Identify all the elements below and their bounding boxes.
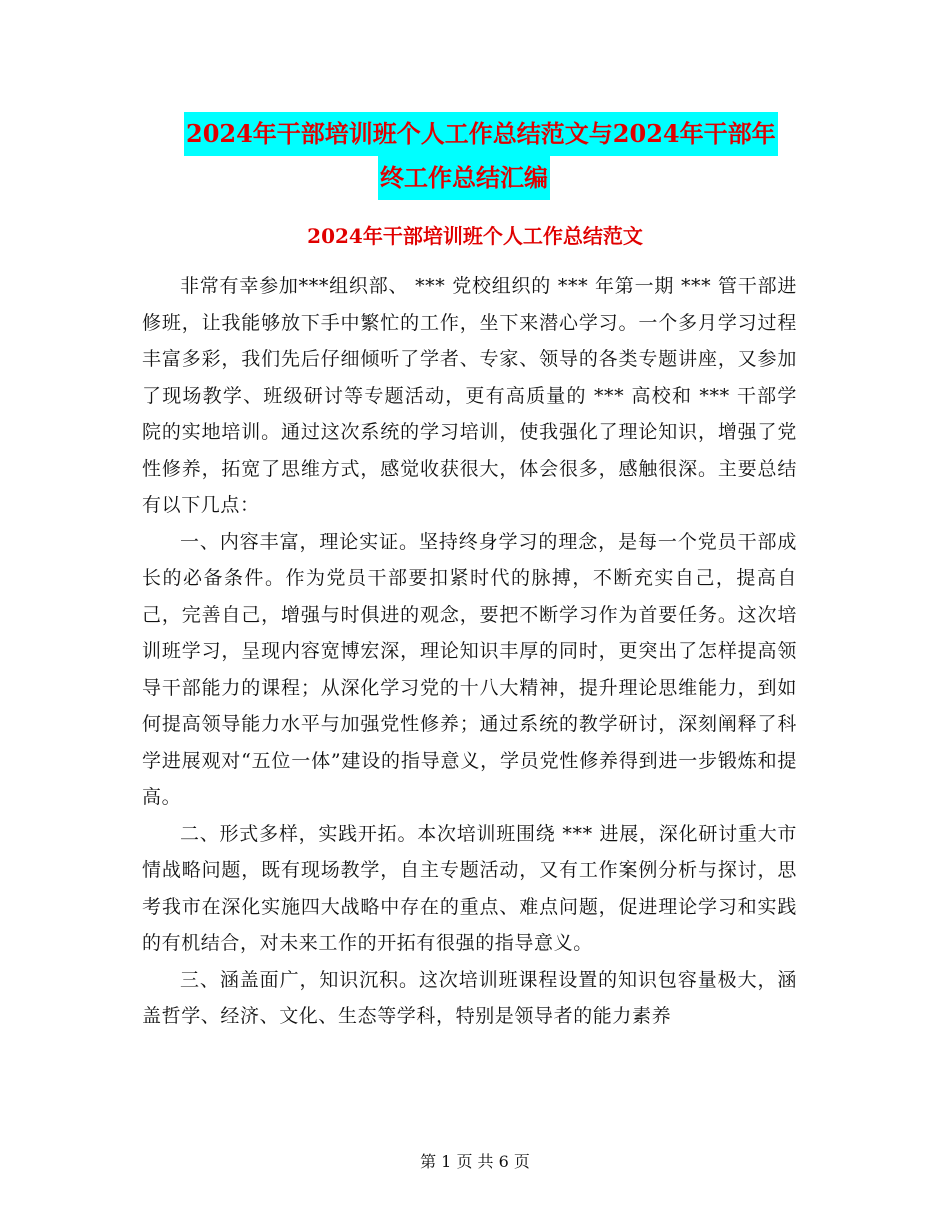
section-title: 2024年干部培训班个人工作总结范文 xyxy=(307,224,643,248)
page-footer: 第 1 页 共 6 页 xyxy=(420,1152,530,1171)
body-text xyxy=(142,268,797,1035)
paragraph-point-1: 一、内容丰富，理论实证。坚持终身学习的理念，是每一个党员干部成长的必备条件。作为党员干部要扣紧时代的脉搏，不断充实自己，提高自己，完善自己，增强与时俱进的观念，要把不断学习作为首要任务。这次培训班学习，呈现内容宽博宏深，理论知识丰厚的同时，更突出了怎样提高领导干部能力的课程；从深化学习党的十八大精神，提升理论思维能力，到如何提高领导能力水平与加强党性修养；通过系统的教学研讨，深刻阐释了科学进展观对“五位一体”建设的指导意义，学员党性修养得到进一步锻炼和提高。 xyxy=(142,530,797,808)
paragraph-point-2: 二、形式多样，实践开拓。本次培训班围绕 *** 进展，深化研讨重大市情战略问题，既有现场教学，自主专题活动，又有工作案例分析与探讨，思考我市在深化实施四大战略中存在的重点、难点问题，促进理论学习和实践的有机结合，对未来工作的开拓有很强的指导意义。 xyxy=(142,822,797,954)
main-title-line-1: 2024年干部培训班个人工作总结范文与2024年干部年 xyxy=(184,112,778,156)
main-title-line-2: 终工作总结汇编 xyxy=(378,156,550,200)
paragraph-point-3: 三、涵盖面广，知识沉积。这次培训班课程设置的知识包容量极大，涵盖哲学、经济、文化、生态等学科，特别是领导者的能力素养 xyxy=(142,968,797,1027)
paragraph-intro: 非常有幸参加***组织部、 *** 党校组织的 *** 年第一期 *** 管干部进修班，让我能够放下手中繁忙的工作，坐下来潜心学习。一个多月学习过程丰富多彩，我们先后仔细倾听了学者、专家、领导的各类专题讲座，又参加了现场教学、班级研讨等专题活动，更有高质量的 *** 高校和 *** 干部学院的实地培训。通过这次系统的学习培训，使我强化了理论知识，增强了党性修养，拓宽了思维方式，感觉收获很大，体会很多，感触很深。主要总结有以下几点： xyxy=(142,275,797,516)
